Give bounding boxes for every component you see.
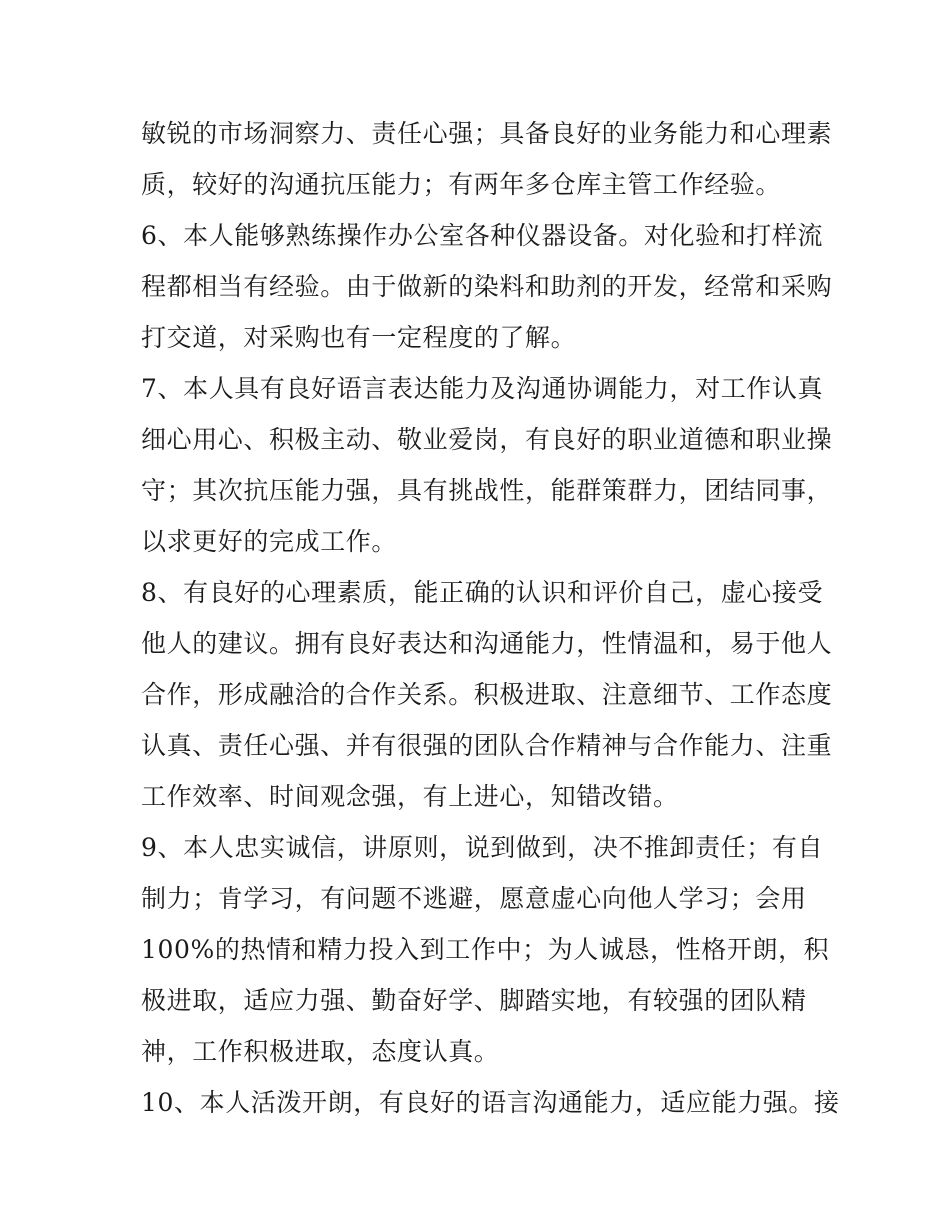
text-line: 10、本人活泼开朗，有良好的语言沟通能力，适应能力强。接: [141, 1088, 840, 1117]
text-line: 他人的建议。拥有良好表达和沟通能力，性情温和，易于他人: [141, 629, 833, 658]
text-line: 认真、责任心强、并有很强的团队合作精神与合作能力、注重: [141, 731, 833, 760]
text-line: 以求更好的完成工作。: [141, 527, 398, 556]
text-line: 8、有良好的心理素质，能正确的认识和评价自己，虚心接受: [141, 578, 824, 607]
text-line: 细心用心、积极主动、敬业爱岗，有良好的职业道德和职业操: [141, 425, 833, 454]
text-line: 程都相当有经验。由于做新的染料和助剂的开发，经常和采购: [141, 272, 833, 301]
text-line: 神，工作积极进取，态度认真。: [141, 1037, 500, 1066]
text-line: 极进取，适应力强、勤奋好学、脚踏实地，有较强的团队精: [141, 986, 807, 1015]
text-line: 9、本人忠实诚信，讲原则，说到做到，决不推卸责任；有自: [141, 833, 824, 862]
text-line: 100%的热情和精力投入到工作中；为人诚恳，性格开朗，积: [141, 935, 830, 964]
text-line: 制力；肯学习，有问题不逃避，愿意虚心向他人学习；会用: [141, 884, 807, 913]
document-body: [141, 108, 840, 1128]
text-line: 6、本人能够熟练操作办公室各种仪器设备。对化验和打样流: [141, 221, 824, 250]
text-line: 敏锐的市场洞察力、责任心强；具备良好的业务能力和心理素: [141, 119, 833, 148]
text-line: 打交道，对采购也有一定程度的了解。: [141, 323, 577, 352]
text-line: 质，较好的沟通抗压能力；有两年多仓库主管工作经验。: [141, 170, 782, 199]
text-line: 合作，形成融洽的合作关系。积极进取、注意细节、工作态度: [141, 680, 833, 709]
text-line: 工作效率、时间观念强，有上进心，知错改错。: [141, 782, 679, 811]
text-line: 守；其次抗压能力强，具有挑战性，能群策群力，团结同事，: [141, 476, 833, 505]
text-line: 7、本人具有良好语言表达能力及沟通协调能力，对工作认真: [141, 374, 824, 403]
